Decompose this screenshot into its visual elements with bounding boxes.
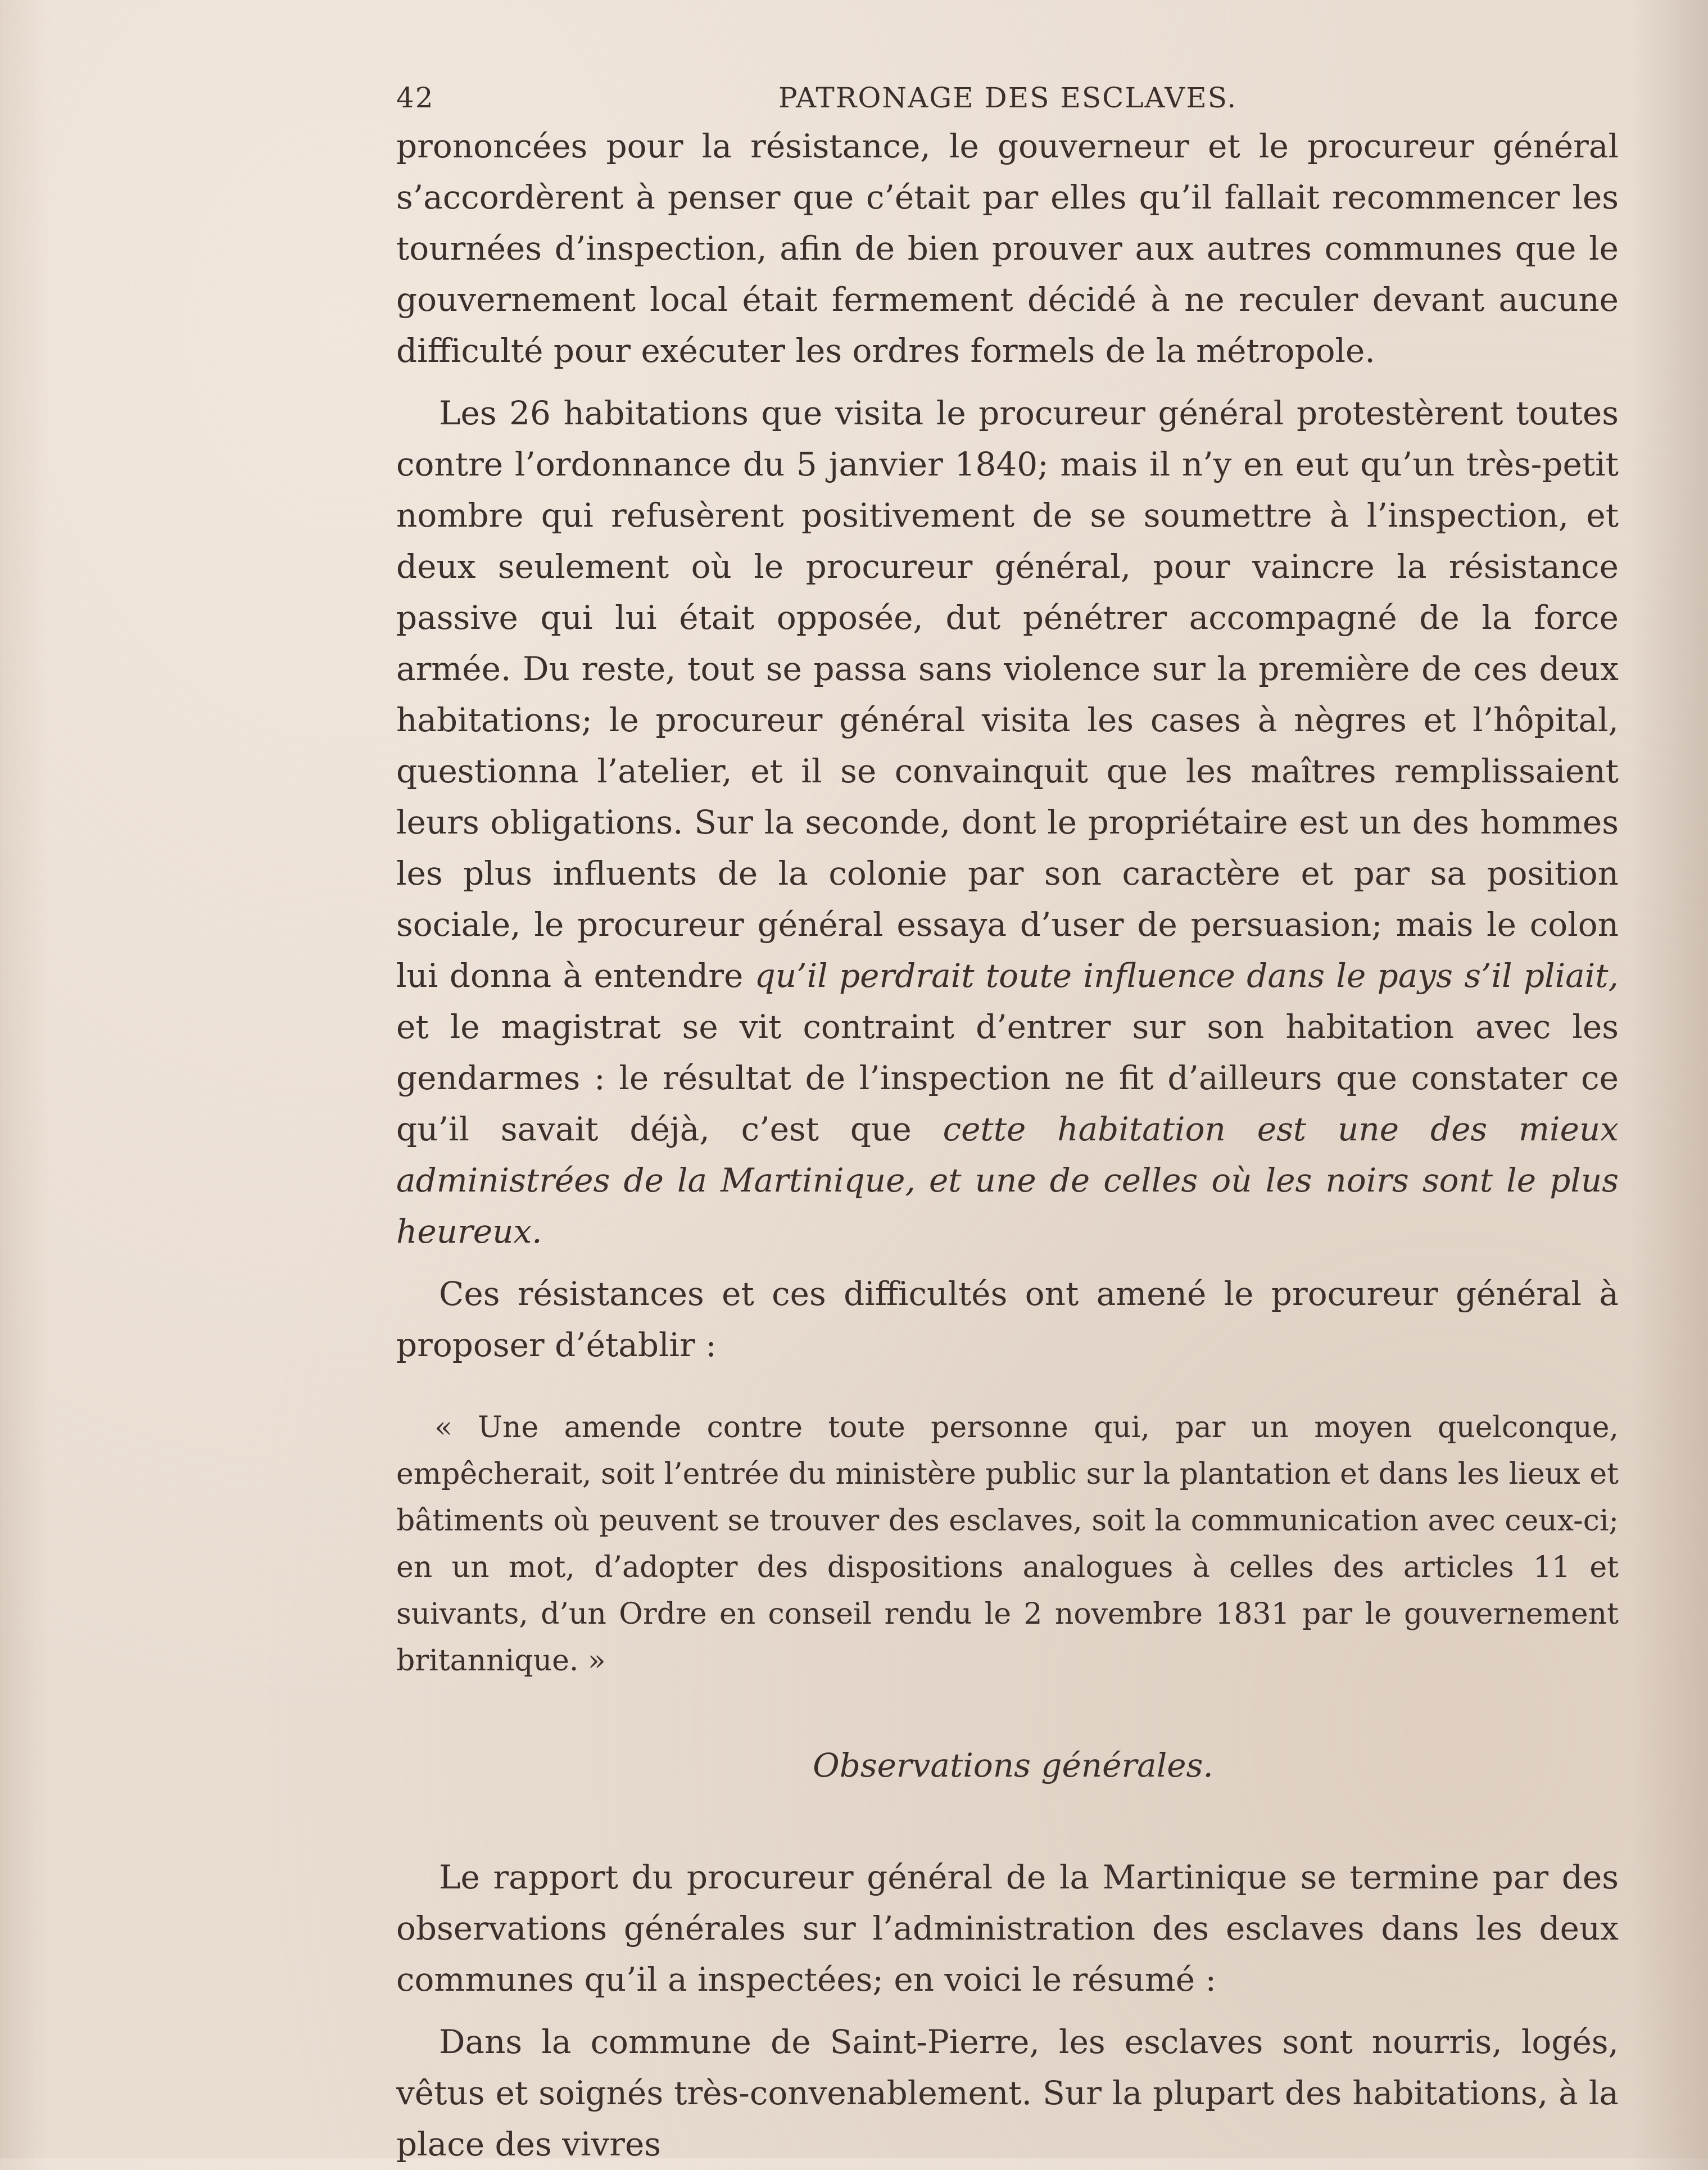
running-title: PATRONAGE DES ESCLAVES. bbox=[778, 81, 1238, 114]
page-number: 42 bbox=[396, 81, 434, 114]
paragraph-2-italic-conclusion: cette habitation est une des mieux administrées de la Martinique, et une de celles où les noirs sont le plus heureux. bbox=[396, 1110, 1619, 1251]
paragraph-2-text-b: et le magistrat se vit contraint d’entrer sur son habitation avec les gendarmes : le résultat de l’inspection ne fit d’ailleurs que constater ce qu’il savait déjà, c’est que bbox=[396, 1008, 1619, 1148]
paragraph-5: Dans la commune de Saint-Pierre, les esclaves sont nourris, logés, vêtus et soignés très-convenablement. Sur la plupart des habitations, à la place des vivres bbox=[396, 2023, 1619, 2163]
page-header bbox=[396, 81, 1619, 121]
paragraph-2-text-a: Les 26 habitations que visita le procureur général protestèrent toutes contre l’ordonnance du 5 janvier 1840; mais il n’y en eut qu’un très-petit nombre qui refusèrent positivement de se soumettre à l’inspection, et deux seulement où le procureur général, pour vaincre la résistance passive qui lui était opposée, dut pénétrer accompagné de la force armée. Du reste, tout se passa sans violence sur la première de ces deux habitations; le procureur général visita les cases à nègres et l’hôpital, questionna l’atelier, et il se convainquit que les maîtres remplissaient leurs obligations. Sur la seconde, dont le propriétaire est un des hommes les plus influents de la colonie par son caractère et par sa position sociale, le procureur général essaya d’user de persuasion; mais le colon lui donna à entendre bbox=[396, 394, 1619, 995]
paragraph-2-italic-quote: qu’il perdrait toute influence dans le pays s’il pliait, bbox=[754, 957, 1619, 995]
paragraph-1: prononcées pour la résistance, le gouverneur et le procureur général s’accordèrent à penser que c’était par elles qu’il fallait recommencer les tournées d’inspection, afin de bien prouver aux autres communes que le gouvernement local était fermement décidé à ne reculer devant aucune difficulté pour exécuter les ordres formels de la métropole. bbox=[396, 127, 1619, 370]
paragraph-3: Ces résistances et ces difficultés ont amené le procureur général à proposer d’établir : bbox=[396, 1275, 1619, 1364]
paragraph-2 bbox=[396, 388, 1619, 1257]
section-heading: Observations générales. bbox=[813, 1746, 1213, 1784]
paragraph-4: Le rapport du procureur général de la Martinique se termine par des observations générales sur l’administration des esclaves dans les deux communes qu’il a inspectées; en voici le résumé : bbox=[396, 1858, 1619, 1999]
proposal-quote: « Une amende contre toute personne qui, par un moyen quelconque, empêcherait, soit l’entrée du ministère public sur la plantation et dans les lieux et bâtiments où peuvent se trouver des esclaves, soit la communication avec ceux-ci; en un mot, d’adopter des dispositions analogues à celles des articles 11 et suivants, d’un Ordre en conseil rendu le 2 novembre 1831 par le gouvernement britannique. » bbox=[396, 1411, 1619, 1678]
book-page bbox=[396, 81, 1619, 2163]
